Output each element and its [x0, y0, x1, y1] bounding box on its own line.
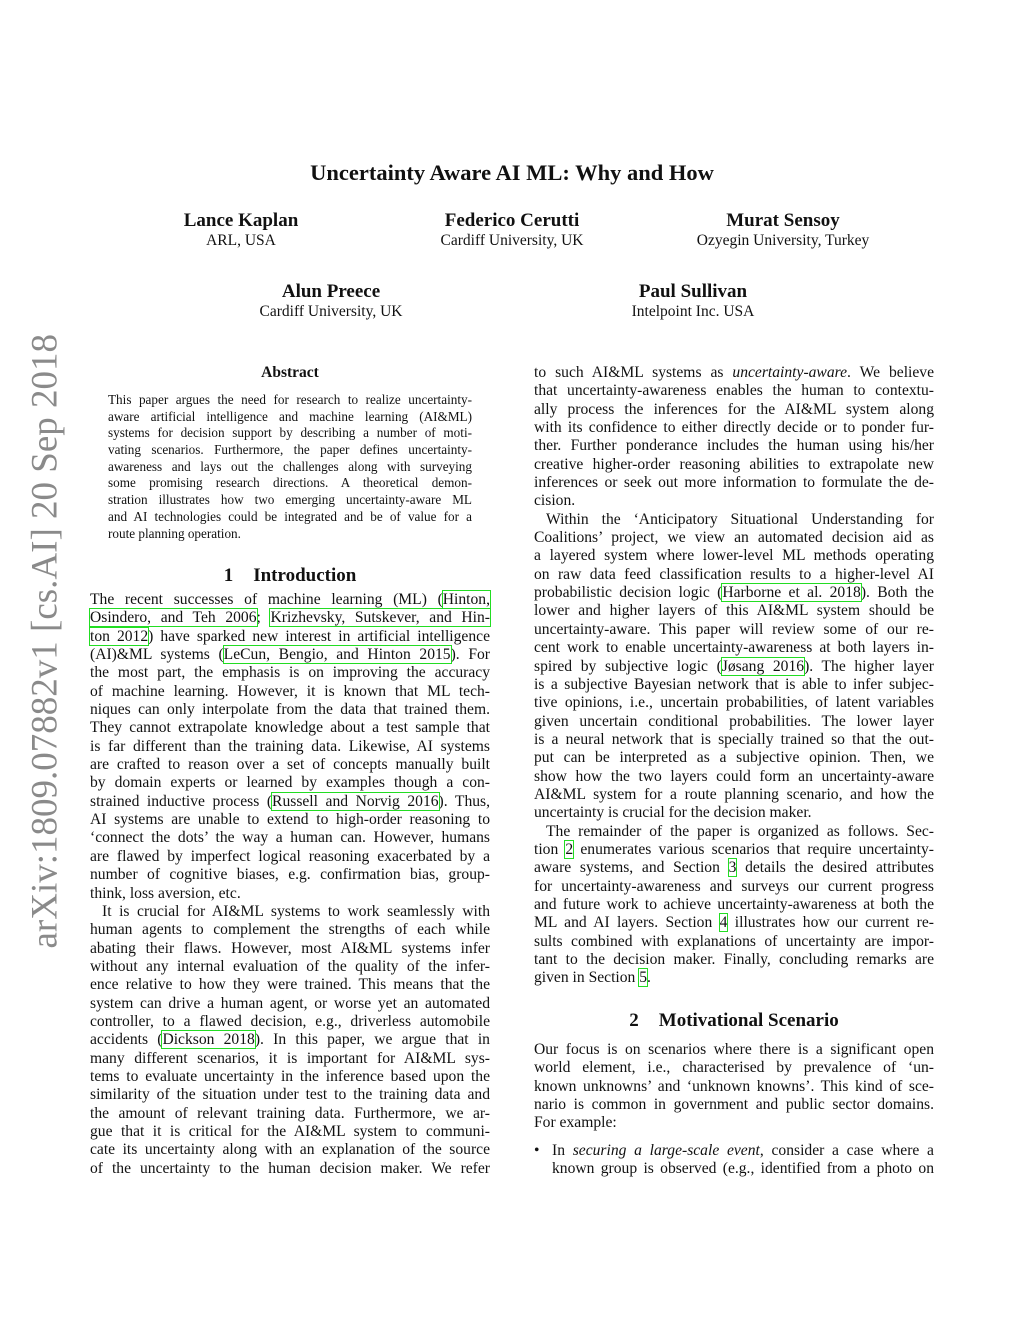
- text-run: ally process the inferences for the AI&ML system along: [534, 400, 934, 418]
- text-run: ) have sparked new interest in artificial intelligence: [148, 627, 490, 645]
- text-run: ). Thus,: [438, 792, 491, 810]
- text-run: by domain experts or learned by examples though a con-: [90, 774, 490, 792]
- text-line: [90, 628, 490, 646]
- text-run: ence relative to how they were trained. This means that the: [90, 976, 490, 994]
- text-run: cision.: [534, 492, 576, 510]
- author-affiliation: ARL, USA: [206, 232, 276, 249]
- text-line: [534, 1059, 934, 1077]
- paragraph: [534, 364, 934, 511]
- text-run: think, loss aversion, etc.: [90, 884, 241, 902]
- text-run: lower and higher layers of this AI&ML system should be: [534, 602, 934, 620]
- text-run: cate its uncertainty along with an explanation of the source: [90, 1141, 490, 1159]
- text-run: In: [552, 1142, 573, 1159]
- text-run: are flawed by imperfect logical reasoning exacerbated by a: [90, 847, 490, 865]
- section2-body: [534, 1041, 934, 1133]
- citation-link[interactable]: 2: [565, 840, 574, 858]
- text-run: and future work to achieve uncertainty-awareness at both the: [534, 895, 934, 913]
- text-run: uncertainty-aware. This paper will review some of our re-: [534, 620, 934, 638]
- text-line: [534, 456, 934, 474]
- text-run: without any internal evaluation of the quality of the infer-: [90, 957, 490, 975]
- text-run: .: [647, 969, 651, 987]
- text-line: [534, 639, 934, 657]
- text-run: ). Both the: [860, 584, 934, 602]
- section-heading-motivational-scenario: [534, 1010, 934, 1032]
- text-run: ther. Further ponderance includes the human using his/her: [534, 437, 934, 455]
- bullet-icon: •: [534, 1142, 540, 1159]
- text-run: systems for decision support by describing a number of moti-: [108, 425, 472, 441]
- author-name: Federico Cerutti: [444, 210, 580, 231]
- section-title: Introduction: [253, 565, 357, 586]
- text-line: [534, 621, 934, 639]
- text-line: [534, 492, 934, 510]
- text-line: [90, 1086, 490, 1104]
- text-run: ;: [256, 609, 271, 627]
- text-line: [534, 437, 934, 455]
- text-run: ). The higher layer: [804, 657, 934, 675]
- text-line: [534, 584, 934, 602]
- text-run: This paper argues the need for research to realize uncertainty-: [108, 392, 472, 407]
- text-run: for uncertainty-awareness and surveys our current progress: [534, 877, 934, 895]
- text-run: the amount of relevant training data. Furthermore, we ar-: [90, 1104, 490, 1122]
- text-line: [90, 921, 490, 939]
- text-run: illustrates how our current re-: [727, 914, 934, 932]
- text-line: [108, 442, 472, 459]
- text-run: similarity of the situation under test to the training data and: [90, 1086, 490, 1104]
- citation-link[interactable]: ton 2012: [90, 627, 149, 645]
- text-line: [534, 529, 934, 547]
- text-line: [534, 731, 934, 749]
- text-line: [90, 903, 490, 921]
- citation-link[interactable]: Osindero, and Teh 2006: [90, 609, 257, 627]
- text-run: It is crucial for AI&ML systems to work seamlessly with: [102, 902, 490, 920]
- paper-title: Uncertainty Aware AI ML: Why and How: [310, 160, 714, 185]
- text-line: [534, 658, 934, 676]
- text-run: . We believe: [847, 364, 934, 381]
- text-line: [108, 475, 472, 492]
- text-run: many different scenarios, it is important for AI&ML sys-: [90, 1049, 490, 1067]
- section-heading-introduction: [90, 565, 490, 587]
- author-affiliation: Cardiff University, UK: [259, 303, 403, 320]
- text-line: [534, 1114, 934, 1132]
- text-line: [534, 804, 934, 822]
- text-line: [534, 419, 934, 437]
- text-line: [534, 859, 934, 877]
- text-line: [90, 995, 490, 1013]
- text-run: AI&ML system for a route planning scenario, and how the: [534, 785, 934, 803]
- bullet-item: [534, 1142, 934, 1179]
- text-run: with its confidence to either directly decide or to ponder fur-: [534, 419, 934, 437]
- text-line: [534, 969, 934, 987]
- text-line: [534, 1041, 934, 1059]
- text-run: vating scenarios. Furthermore, the paper defines uncertainty-: [108, 442, 472, 458]
- text-run: to such AI&ML systems as: [534, 364, 733, 381]
- text-run: aware artificial intelligence and machine learning (AI&ML): [108, 408, 472, 424]
- text-line: [534, 694, 934, 712]
- text-run: accidents (: [90, 1031, 163, 1049]
- text-run: details the desired attributes: [736, 859, 934, 877]
- section-title: Motivational Scenario: [658, 1010, 839, 1031]
- text-run: ML and AI layers. Section: [534, 914, 720, 932]
- section2-bullet-list: [534, 1142, 934, 1179]
- text-run: Within the ‘Anticipatory Situational Understanding for: [546, 510, 934, 528]
- text-line: [552, 1160, 934, 1178]
- text-line: [534, 768, 934, 786]
- text-run: abating their flaws. However, most AI&ML systems infer: [90, 939, 490, 957]
- text-line: [108, 509, 472, 526]
- text-line: [534, 547, 934, 565]
- text-run: given in Section: [534, 969, 640, 987]
- text-run: strained inductive process (: [90, 792, 273, 810]
- text-run: cent work to enable uncertainty-awareness at both layers in-: [534, 639, 934, 657]
- emphasis-text: securing a large-scale event: [572, 1142, 760, 1159]
- text-line: [90, 848, 490, 866]
- text-run: They cannot extrapolate knowledge about a test sample that: [90, 719, 490, 737]
- author-name: Paul Sullivan: [638, 281, 748, 302]
- text-line: [534, 1096, 934, 1114]
- text-line: [534, 474, 934, 492]
- text-run: tion: [534, 840, 566, 858]
- section-number: 2: [629, 1010, 639, 1031]
- text-line: [90, 1031, 490, 1049]
- citation-link[interactable]: Russell and Norvig 2016: [272, 792, 439, 810]
- text-line: [90, 591, 490, 609]
- text-run: are crafted to reason over a set of concepts manually built: [90, 756, 490, 774]
- paragraph: [534, 823, 934, 988]
- citation-link[interactable]: Harborne et al. 2018: [722, 584, 861, 602]
- text-run: of the uncertainty to the human decision maker. We refer: [90, 1159, 490, 1177]
- text-run: uncertainty is crucial for the decision maker.: [534, 804, 812, 822]
- text-run: human agents to complement the strengths of each while: [90, 921, 490, 939]
- text-line: [90, 1141, 490, 1159]
- text-line: [90, 1105, 490, 1123]
- author-block: [543, 281, 843, 321]
- text-line: [534, 914, 934, 932]
- text-run: nario is common in government and public sector domains.: [534, 1096, 934, 1114]
- text-line: [90, 885, 490, 903]
- text-line: [90, 1123, 490, 1141]
- section-number: 1: [223, 565, 234, 586]
- text-run: ‘connect the dots’ the way a human can. However, humans: [90, 829, 490, 847]
- text-line: [108, 492, 472, 509]
- author-block: [91, 210, 391, 250]
- text-run: put can be interpreted as a subjective opinion. Then, we: [534, 749, 934, 767]
- author-affiliation: Intelpoint Inc. USA: [631, 303, 755, 320]
- text-line: [90, 683, 490, 701]
- text-line: [534, 878, 934, 896]
- author-name: Lance Kaplan: [183, 210, 299, 231]
- text-run: system can drive a human agent, or worse yet an automated: [90, 994, 490, 1012]
- text-run: enumerates various scenarios that require uncertainty-: [573, 840, 934, 858]
- text-run: AI systems are unable to extend to high-order reasoning to: [90, 811, 490, 829]
- text-run: (AI)&ML systems (: [90, 646, 224, 664]
- text-line: [534, 841, 934, 859]
- text-line: [108, 392, 472, 409]
- text-run: tant to the decision maker. Finally, concluding remarks are: [534, 951, 934, 968]
- text-run: Our focus is on scenarios where there is a significant open: [534, 1041, 934, 1058]
- text-run: the most part, the emphasis is on improving the accuracy: [90, 664, 490, 682]
- text-line: [108, 409, 472, 426]
- citation-link[interactable]: 5: [639, 969, 648, 987]
- text-line: [534, 786, 934, 804]
- text-run: of machine learning. However, it is known that ML tech-: [90, 682, 490, 700]
- text-run: known group is observed (e.g., identified from a photo on: [552, 1160, 934, 1178]
- text-run: is a subjective Bayesian network that is able to infer subjec-: [534, 675, 934, 693]
- text-run: number of cognitive biases, e.g. confirmation bias, group-: [90, 866, 490, 884]
- left-column-body: [90, 591, 490, 1178]
- paragraph: [534, 1041, 934, 1133]
- text-line: [534, 1078, 934, 1096]
- text-line: [90, 829, 490, 847]
- text-run: ). For: [450, 646, 491, 664]
- citation-link[interactable]: Krizhevsky, Sutskever, and Hin-: [270, 609, 490, 627]
- text-run: is far different than the training data. Likewise, AI systems: [90, 737, 490, 755]
- text-line: [534, 602, 934, 620]
- citation-link[interactable]: Hinton,: [442, 591, 490, 608]
- text-line: [534, 676, 934, 694]
- author-block: [362, 210, 662, 250]
- citation-link[interactable]: LeCun, Bengio, and Hinton 2015: [223, 646, 451, 664]
- text-run: creative higher-order reasoning abilities to extrapolate new: [534, 455, 934, 473]
- paragraph: [108, 392, 472, 542]
- citation-link[interactable]: Jøsang 2016: [721, 657, 805, 675]
- text-run: inferences or seek out more information to formulate the de-: [534, 474, 934, 492]
- abstract-body: [108, 392, 472, 542]
- text-line: [90, 1068, 490, 1086]
- paragraph: [534, 511, 934, 823]
- text-run: world element, i.e., characterised by prevalence of ‘un-: [534, 1059, 934, 1077]
- text-run: aware systems, and Section: [534, 859, 729, 877]
- text-line: [90, 664, 490, 682]
- arxiv-side-stamp: arXiv:1809.07882v1 [cs.AI] 20 Sep 2018: [24, 333, 66, 949]
- text-run: a layered system where lower-level ML methods operating: [534, 547, 934, 565]
- text-run: is a neural network that is specially trained so that the out-: [534, 730, 934, 748]
- text-line: [90, 646, 490, 664]
- text-run: gue that it is critical for the AI&ML system to communi-: [90, 1122, 490, 1140]
- citation-link[interactable]: 3: [728, 859, 737, 877]
- text-run: tems to evaluate uncertainty in the inference based upon the: [90, 1067, 490, 1085]
- text-line: [90, 976, 490, 994]
- text-line: [90, 1160, 490, 1178]
- text-run: spired by subjective logic (: [534, 657, 722, 675]
- author-name: Alun Preece: [281, 281, 381, 302]
- text-line: [534, 933, 934, 951]
- citation-link[interactable]: 4: [719, 914, 728, 932]
- text-run: known unknowns’ and ‘unknown knowns’. This kind of sce-: [534, 1077, 934, 1095]
- text-run: awareness and lays out the challenges along with surveying: [108, 458, 472, 474]
- text-line: [108, 459, 472, 476]
- text-line: [90, 1013, 490, 1031]
- text-line: [534, 713, 934, 731]
- paragraph: [90, 591, 490, 903]
- author-block: [633, 210, 933, 250]
- text-run: For example:: [534, 1114, 617, 1132]
- text-line: [534, 401, 934, 419]
- text-run: The remainder of the paper is organized as follows. Sec-: [546, 822, 934, 840]
- abstract-heading: Abstract: [261, 364, 319, 381]
- text-line: [90, 866, 490, 884]
- text-run: niques can only interpolate from the data that trained them.: [90, 701, 490, 719]
- text-run: some promising research directions. A theoretical demon-: [108, 475, 472, 491]
- text-run: The recent successes of machine learning (ML) (: [90, 591, 443, 608]
- text-line: [90, 609, 490, 627]
- text-run: tive opinions, i.e., uncertain probabilities, of latent variables: [534, 694, 934, 712]
- right-column-body: [534, 364, 934, 988]
- text-run: Coalitions’ project, we view an automated decision aid as: [534, 529, 934, 547]
- author-affiliation: Ozyegin University, Turkey: [696, 232, 870, 249]
- text-line: [90, 1050, 490, 1068]
- citation-link[interactable]: Dickson 2018: [162, 1031, 255, 1049]
- text-line: [90, 774, 490, 792]
- text-line: [534, 511, 934, 529]
- text-line: [534, 364, 934, 382]
- text-line: [90, 793, 490, 811]
- author-block: [181, 281, 481, 321]
- text-line: [90, 958, 490, 976]
- text-line: [108, 526, 472, 543]
- text-line: [534, 896, 934, 914]
- paragraph: [90, 903, 490, 1178]
- author-name: Murat Sensoy: [726, 210, 840, 231]
- text-line: [534, 382, 934, 400]
- text-run: route planning operation.: [108, 525, 241, 541]
- text-line: [90, 738, 490, 756]
- text-line: [534, 823, 934, 841]
- text-run: controller, to a flawed decision, e.g., driverless automobile: [90, 1012, 490, 1030]
- text-line: [534, 951, 934, 969]
- text-run: given uncertain conditional probabilities. The lower layer: [534, 712, 934, 730]
- text-line: [552, 1142, 934, 1160]
- text-run: that uncertainty-awareness enables the human to contextu-: [534, 382, 934, 400]
- text-line: [90, 940, 490, 958]
- text-run: sults combined with explanations of uncertainty are impor-: [534, 932, 934, 950]
- text-run: , consider a case where a: [759, 1142, 934, 1159]
- text-line: [534, 749, 934, 767]
- text-line: [90, 756, 490, 774]
- text-line: [90, 719, 490, 737]
- text-run: show how the two layers could form an uncertainty-aware: [534, 767, 934, 785]
- text-run: on raw data feed classification results to a higher-level AI: [534, 565, 934, 583]
- text-run: and AI technologies could be integrated and be of value for a: [108, 508, 472, 524]
- text-line: [534, 566, 934, 584]
- text-run: probabilistic decision logic (: [534, 584, 723, 602]
- text-line: [90, 701, 490, 719]
- text-line: [108, 425, 472, 442]
- text-line: [90, 811, 490, 829]
- text-run: stration illustrates how two emerging uncertainty-aware ML: [108, 492, 472, 508]
- text-run: ). In this paper, we argue that in: [254, 1031, 490, 1049]
- author-affiliation: Cardiff University, UK: [440, 232, 584, 249]
- emphasis-text: uncertainty-aware: [732, 364, 848, 381]
